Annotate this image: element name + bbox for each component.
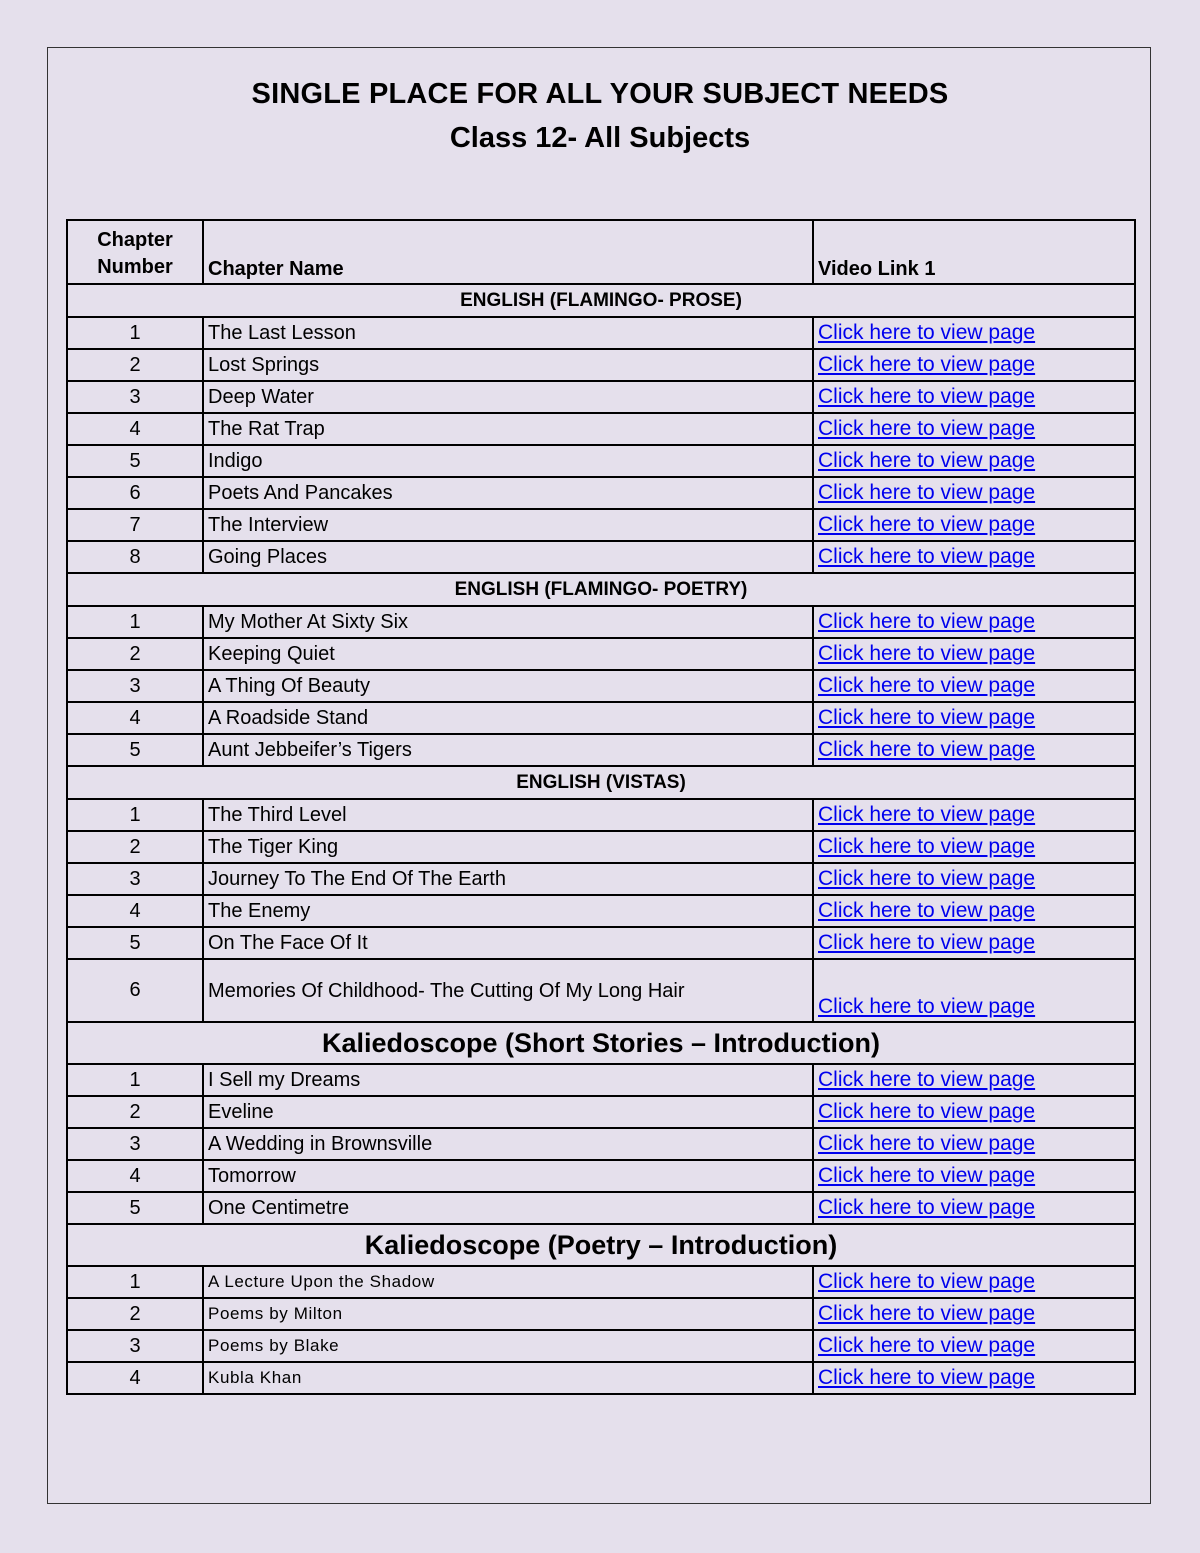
chapter-number: 2 bbox=[67, 831, 203, 863]
table-row bbox=[67, 863, 1135, 895]
chapter-name: A Lecture Upon the Shadow bbox=[203, 1266, 813, 1298]
chapter-number: 2 bbox=[67, 638, 203, 670]
table-row bbox=[67, 799, 1135, 831]
table-header-row bbox=[67, 220, 1135, 284]
table-row bbox=[67, 477, 1135, 509]
chapter-name: A Wedding in Brownsville bbox=[203, 1128, 813, 1160]
table-row bbox=[67, 702, 1135, 734]
video-link-cell bbox=[813, 831, 1135, 863]
video-link-cell bbox=[813, 1266, 1135, 1298]
video-link[interactable]: Click here to view page bbox=[818, 1366, 1036, 1389]
chapter-number: 2 bbox=[67, 1096, 203, 1128]
video-link[interactable]: Click here to view page bbox=[818, 513, 1036, 536]
chapter-number: 2 bbox=[67, 349, 203, 381]
video-link-cell bbox=[813, 1128, 1135, 1160]
chapter-number: 2 bbox=[67, 1298, 203, 1330]
chapter-name: The Tiger King bbox=[203, 831, 813, 863]
video-link-cell bbox=[813, 381, 1135, 413]
chapter-number: 4 bbox=[67, 702, 203, 734]
chapter-name: A Thing Of Beauty bbox=[203, 670, 813, 702]
chapter-name: A Roadside Stand bbox=[203, 702, 813, 734]
video-link[interactable]: Click here to view page bbox=[818, 1302, 1036, 1325]
table-row bbox=[67, 1298, 1135, 1330]
chapter-number: 3 bbox=[67, 1128, 203, 1160]
video-link[interactable]: Click here to view page bbox=[818, 417, 1036, 440]
video-link[interactable]: Click here to view page bbox=[818, 867, 1036, 890]
section-header-row bbox=[67, 766, 1135, 799]
chapter-number: 1 bbox=[67, 799, 203, 831]
video-link[interactable]: Click here to view page bbox=[818, 835, 1036, 858]
chapter-name: The Rat Trap bbox=[203, 413, 813, 445]
video-link-cell bbox=[813, 638, 1135, 670]
video-link-cell bbox=[813, 509, 1135, 541]
chapter-name: The Last Lesson bbox=[203, 317, 813, 349]
chapter-number: 1 bbox=[67, 317, 203, 349]
chapter-number: 6 bbox=[67, 477, 203, 509]
page-subtitle: Class 12- All Subjects bbox=[449, 122, 751, 154]
video-link[interactable]: Click here to view page bbox=[818, 642, 1036, 665]
chapter-name: Tomorrow bbox=[203, 1160, 813, 1192]
video-link-cell bbox=[813, 1160, 1135, 1192]
chapter-name: Journey To The End Of The Earth bbox=[203, 863, 813, 895]
table-row bbox=[67, 1128, 1135, 1160]
video-link-cell bbox=[813, 317, 1135, 349]
chapter-name: Memories Of Childhood- The Cutting Of My Long Hair bbox=[203, 959, 813, 1022]
table-row bbox=[67, 1330, 1135, 1362]
chapter-number: 3 bbox=[67, 863, 203, 895]
video-link-cell bbox=[813, 1064, 1135, 1096]
table-row bbox=[67, 831, 1135, 863]
video-link[interactable]: Click here to view page bbox=[818, 385, 1036, 408]
chapter-name: Deep Water bbox=[203, 381, 813, 413]
table-row bbox=[67, 349, 1135, 381]
video-link-cell bbox=[813, 413, 1135, 445]
video-link-cell bbox=[813, 445, 1135, 477]
section-title: Kaliedoscope (Short Stories – Introduction) bbox=[67, 1022, 1135, 1064]
video-link[interactable]: Click here to view page bbox=[818, 738, 1036, 761]
video-link-cell bbox=[813, 959, 1135, 1022]
section-header-row bbox=[67, 573, 1135, 606]
video-link-cell bbox=[813, 863, 1135, 895]
header-video-link: Video Link 1 bbox=[813, 220, 1135, 284]
table-row bbox=[67, 927, 1135, 959]
chapter-name: The Third Level bbox=[203, 799, 813, 831]
chapter-number: 5 bbox=[67, 734, 203, 766]
header-chapter-name: Chapter Name bbox=[203, 220, 813, 284]
table-row bbox=[67, 541, 1135, 573]
table-row bbox=[67, 317, 1135, 349]
section-title: ENGLISH (FLAMINGO- POETRY) bbox=[67, 573, 1135, 606]
chapter-number: 1 bbox=[67, 606, 203, 638]
chapter-number: 5 bbox=[67, 1192, 203, 1224]
section-title: Kaliedoscope (Poetry – Introduction) bbox=[67, 1224, 1135, 1266]
chapter-number: 3 bbox=[67, 381, 203, 413]
section-header-row bbox=[67, 1022, 1135, 1064]
chapter-number: 7 bbox=[67, 509, 203, 541]
video-link-cell bbox=[813, 799, 1135, 831]
section-title: ENGLISH (VISTAS) bbox=[67, 766, 1135, 799]
table-row bbox=[67, 606, 1135, 638]
video-link-cell bbox=[813, 734, 1135, 766]
video-link[interactable]: Click here to view page bbox=[818, 803, 1036, 826]
title-block bbox=[47, 72, 1153, 160]
video-link[interactable]: Click here to view page bbox=[818, 321, 1036, 344]
video-link[interactable]: Click here to view page bbox=[818, 1334, 1036, 1357]
chapter-number: 5 bbox=[67, 445, 203, 477]
video-link-cell bbox=[813, 1298, 1135, 1330]
chapter-name: Going Places bbox=[203, 541, 813, 573]
video-link-cell bbox=[813, 541, 1135, 573]
video-link[interactable]: Click here to view page bbox=[818, 1164, 1036, 1187]
table-row bbox=[67, 381, 1135, 413]
video-link-cell bbox=[813, 895, 1135, 927]
chapter-number: 6 bbox=[67, 959, 203, 1022]
table-row bbox=[67, 1064, 1135, 1096]
chapters-table bbox=[66, 219, 1136, 1395]
chapter-number: 1 bbox=[67, 1266, 203, 1298]
video-link-cell bbox=[813, 927, 1135, 959]
video-link[interactable]: Click here to view page bbox=[818, 481, 1036, 504]
chapter-number: 4 bbox=[67, 895, 203, 927]
chapter-name: The Interview bbox=[203, 509, 813, 541]
chapter-name: I Sell my Dreams bbox=[203, 1064, 813, 1096]
page-title: SINGLE PLACE FOR ALL YOUR SUBJECT NEEDS bbox=[251, 78, 949, 110]
chapter-number: 4 bbox=[67, 1362, 203, 1394]
chapter-name: Eveline bbox=[203, 1096, 813, 1128]
chapter-name: My Mother At Sixty Six bbox=[203, 606, 813, 638]
table-row bbox=[67, 1192, 1135, 1224]
video-link[interactable]: Click here to view page bbox=[818, 995, 1036, 1018]
chapter-number: 5 bbox=[67, 927, 203, 959]
chapter-name: Poems by Blake bbox=[203, 1330, 813, 1362]
table-row bbox=[67, 1096, 1135, 1128]
video-link[interactable]: Click here to view page bbox=[818, 706, 1036, 729]
video-link[interactable]: Click here to view page bbox=[818, 449, 1036, 472]
video-link-cell bbox=[813, 702, 1135, 734]
section-header-row bbox=[67, 1224, 1135, 1266]
video-link-cell bbox=[813, 670, 1135, 702]
chapter-number: 4 bbox=[67, 1160, 203, 1192]
video-link-cell bbox=[813, 349, 1135, 381]
chapter-number: 8 bbox=[67, 541, 203, 573]
video-link[interactable]: Click here to view page bbox=[818, 931, 1036, 954]
table-row bbox=[67, 670, 1135, 702]
table-row bbox=[67, 895, 1135, 927]
chapter-name: Keeping Quiet bbox=[203, 638, 813, 670]
chapter-name: On The Face Of It bbox=[203, 927, 813, 959]
video-link-cell bbox=[813, 1096, 1135, 1128]
chapters-table-body bbox=[67, 220, 1135, 1394]
chapter-number: 3 bbox=[67, 670, 203, 702]
chapter-name: Aunt Jebbeifer’s Tigers bbox=[203, 734, 813, 766]
chapter-name: Poets And Pancakes bbox=[203, 477, 813, 509]
video-link[interactable]: Click here to view page bbox=[818, 1068, 1036, 1091]
video-link[interactable]: Click here to view page bbox=[818, 1132, 1036, 1155]
chapter-name: Indigo bbox=[203, 445, 813, 477]
table-row bbox=[67, 1266, 1135, 1298]
video-link[interactable]: Click here to view page bbox=[818, 1196, 1036, 1219]
table-row bbox=[67, 638, 1135, 670]
table-row bbox=[67, 1362, 1135, 1394]
chapter-name: Poems by Milton bbox=[203, 1298, 813, 1330]
video-link[interactable]: Click here to view page bbox=[818, 545, 1036, 568]
table-row bbox=[67, 445, 1135, 477]
table-row bbox=[67, 509, 1135, 541]
video-link-cell bbox=[813, 477, 1135, 509]
section-header-row bbox=[67, 284, 1135, 317]
video-link-cell bbox=[813, 1192, 1135, 1224]
video-link-cell bbox=[813, 606, 1135, 638]
table-row bbox=[67, 959, 1135, 1022]
chapter-name: Lost Springs bbox=[203, 349, 813, 381]
video-link[interactable]: Click here to view page bbox=[818, 610, 1036, 633]
video-link[interactable]: Click here to view page bbox=[818, 1270, 1036, 1293]
chapter-number: 3 bbox=[67, 1330, 203, 1362]
chapter-number: 1 bbox=[67, 1064, 203, 1096]
video-link[interactable]: Click here to view page bbox=[818, 674, 1036, 697]
section-title: ENGLISH (FLAMINGO- PROSE) bbox=[67, 284, 1135, 317]
header-chapter-number: Chapter Number bbox=[67, 220, 203, 284]
chapter-name: The Enemy bbox=[203, 895, 813, 927]
video-link[interactable]: Click here to view page bbox=[818, 1100, 1036, 1123]
chapter-name: Kubla Khan bbox=[203, 1362, 813, 1394]
table-row bbox=[67, 413, 1135, 445]
video-link-cell bbox=[813, 1362, 1135, 1394]
video-link[interactable]: Click here to view page bbox=[818, 353, 1036, 376]
chapter-number: 4 bbox=[67, 413, 203, 445]
chapter-name: One Centimetre bbox=[203, 1192, 813, 1224]
table-row bbox=[67, 1160, 1135, 1192]
video-link-cell bbox=[813, 1330, 1135, 1362]
table-row bbox=[67, 734, 1135, 766]
video-link[interactable]: Click here to view page bbox=[818, 899, 1036, 922]
